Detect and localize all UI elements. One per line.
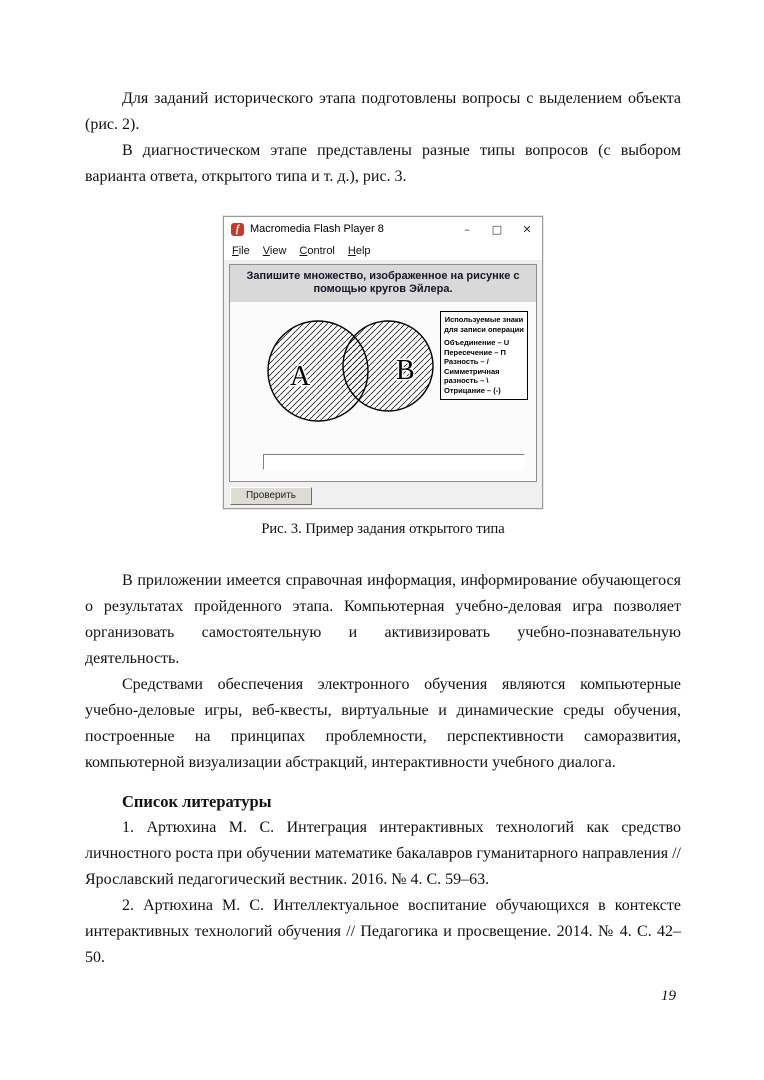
figure-caption: Рис. 3. Пример задания открытого типа xyxy=(261,521,505,537)
check-button[interactable]: Проверить xyxy=(230,487,312,505)
paragraph-elearning-means: Средствами обеспечения электронного обучения являются компьютерные учебно-деловые игры, веб-квесты, виртуальные и динамические среды обучения, построенные на принципах проблемности, перспективности саморазвития, компьютерной визуализации абстракций, интерактивности учебного диалога. xyxy=(85,676,681,771)
page-content xyxy=(85,0,681,971)
paragraph-diagnostic-stage: В диагностическом этапе представлены разные типы вопросов (с выбором варианта ответа, открытого типа и т. д.), рис. 3. xyxy=(85,142,681,185)
menu-file[interactable]: File xyxy=(232,244,250,257)
circle-b-label: B xyxy=(396,355,415,386)
window-controls xyxy=(452,217,542,241)
bibliography-heading: Список литературы xyxy=(122,792,272,811)
maximize-icon[interactable]: □ xyxy=(491,222,503,236)
flash-player-window xyxy=(223,216,543,509)
paragraph-app-reference-info: В приложении имеется справочная информация, информирование обучающегося о результатах пройденного этапа. Компьютерная учебно-деловая игра позволяет организовать самостоятельную и активизировать учебно-познавательную деятельность. xyxy=(85,572,681,667)
task-prompt: Запишите множество, изображенное на рисунке с помощью кругов Эйлера. xyxy=(230,265,536,302)
minimize-icon[interactable]: – xyxy=(464,222,470,236)
page-number: 19 xyxy=(661,988,676,1004)
legend-item-symmetric-difference: Симметричная разность – \ xyxy=(444,366,500,385)
flash-stage xyxy=(229,264,537,482)
bibliography-item-1: 1. Артюхина М. С. Интеграция интерактивных технологий как средство личностного роста при обучении математике бакалавров гуманитарного направления // Ярославский педагогический вестник. 2016. № 4. С. 59–63. xyxy=(85,819,681,888)
window-title: Macromedia Flash Player 8 xyxy=(250,223,384,235)
flash-player-icon: f xyxy=(231,223,244,236)
close-icon[interactable]: ✕ xyxy=(522,222,532,236)
menu-control[interactable]: Control xyxy=(299,244,335,257)
circle-a-label: A xyxy=(290,361,311,392)
operations-legend xyxy=(440,311,528,400)
legend-item-union: Объединение – U xyxy=(444,338,510,347)
circle-b xyxy=(343,321,433,411)
legend-item-negation: Отрицание – (-) xyxy=(444,385,501,395)
legend-item-intersection: Пересечение – П xyxy=(444,347,506,357)
legend-item-difference: Разность – / xyxy=(444,357,489,366)
euler-circles-diagram xyxy=(238,311,450,429)
window-menubar xyxy=(224,241,542,261)
menu-view[interactable]: View xyxy=(262,244,287,257)
window-titlebar[interactable] xyxy=(224,217,542,241)
legend-title: Используемые знаки для записи операции xyxy=(444,315,524,334)
bibliography-item-2: 2. Артюхина М. С. Интеллектуальное воспитание обучающихся в контексте интерактивных технологий обучения // Педагогика и просвещение. 2014. № 4. С. 42–50. xyxy=(85,897,681,966)
answer-input[interactable] xyxy=(263,454,525,470)
figure-3 xyxy=(223,216,543,538)
window-bottombar xyxy=(224,484,542,508)
menu-help[interactable]: Help xyxy=(347,244,371,257)
paragraph-intro-historical: Для заданий исторического этапа подготовлены вопросы с выделением объекта (рис. 2). xyxy=(85,90,681,133)
